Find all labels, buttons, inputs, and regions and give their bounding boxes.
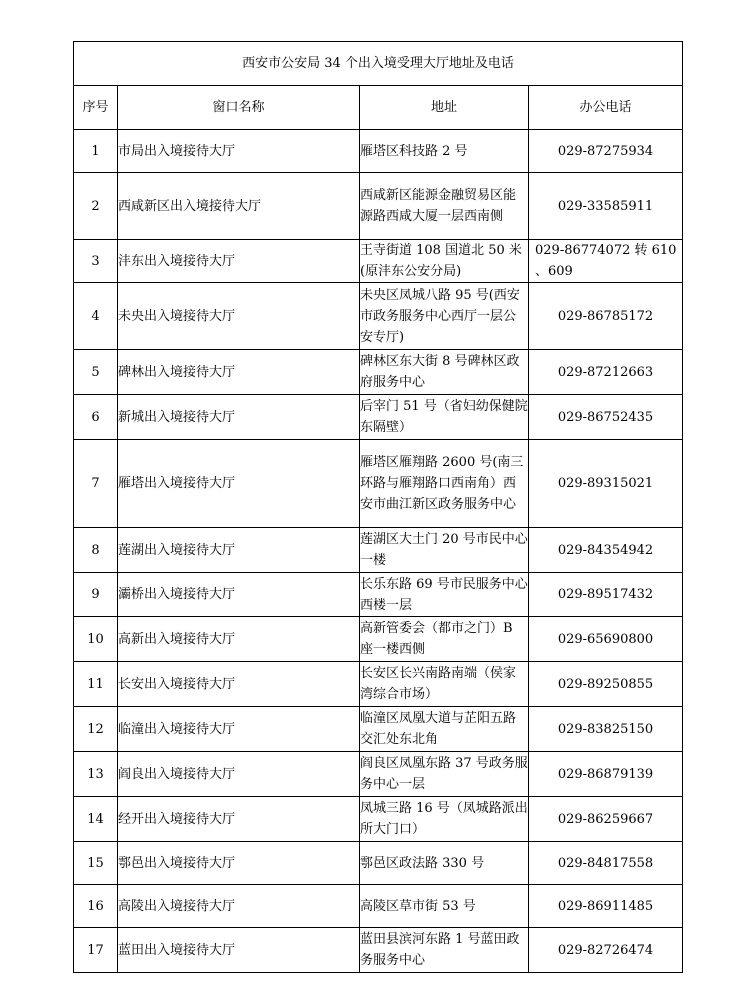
row-window-name: 鄠邑出入境接待大厅 <box>118 842 360 885</box>
row-phone: 029-87212663 <box>529 350 683 395</box>
row-seq: 8 <box>74 528 118 573</box>
row-phone: 029-89250855 <box>529 662 683 707</box>
row-window-name: 莲湖出入境接待大厅 <box>118 528 360 573</box>
row-window-name: 雁塔出入境接待大厅 <box>118 440 360 528</box>
row-phone: 029-89315021 <box>529 440 683 528</box>
row-address: 雁塔区雁翔路 2600 号(南三环路与雁翔路口西南角）西安市曲江新区政务服务中心 <box>360 440 529 528</box>
row-window-name: 经开出入境接待大厅 <box>118 797 360 842</box>
row-seq: 3 <box>74 240 118 283</box>
header-row <box>74 86 683 130</box>
row-address: 阎良区凤凰东路 37 号政务服务中心一层 <box>360 752 529 797</box>
table-row <box>74 928 683 973</box>
header-seq: 序号 <box>74 86 118 130</box>
service-hall-table <box>73 41 683 973</box>
row-phone: 029-86911485 <box>529 885 683 928</box>
row-seq: 16 <box>74 885 118 928</box>
row-window-name: 长安出入境接待大厅 <box>118 662 360 707</box>
title-row <box>74 42 683 86</box>
table-row <box>74 797 683 842</box>
table-row <box>74 752 683 797</box>
table-row <box>74 283 683 350</box>
row-address: 长安区长兴南路南端（侯家湾综合市场） <box>360 662 529 707</box>
row-seq: 17 <box>74 928 118 973</box>
row-address: 西咸新区能源金融贸易区能源路西咸大厦一层西南侧 <box>360 173 529 240</box>
row-window-name: 高新出入境接待大厅 <box>118 617 360 662</box>
row-address: 凤城三路 16 号（凤城路派出所大门口） <box>360 797 529 842</box>
table-row <box>74 240 683 283</box>
row-seq: 4 <box>74 283 118 350</box>
row-phone: 029-33585911 <box>529 173 683 240</box>
row-address: 蓝田县滨河东路 1 号蓝田政务服务中心 <box>360 928 529 973</box>
row-seq: 9 <box>74 573 118 617</box>
row-phone: 029-83825150 <box>529 707 683 752</box>
row-phone: 029-86752435 <box>529 395 683 440</box>
header-address: 地址 <box>360 86 529 130</box>
row-window-name: 临潼出入境接待大厅 <box>118 707 360 752</box>
row-phone: 029-86879139 <box>529 752 683 797</box>
row-seq: 15 <box>74 842 118 885</box>
table-row <box>74 130 683 173</box>
table-row <box>74 885 683 928</box>
row-address: 未央区凤城八路 95 号(西安市政务服务中心西厅一层公安专厅) <box>360 283 529 350</box>
table-row <box>74 617 683 662</box>
row-window-name: 碑林出入境接待大厅 <box>118 350 360 395</box>
table-row <box>74 440 683 528</box>
header-phone: 办公电话 <box>529 86 683 130</box>
row-seq: 2 <box>74 173 118 240</box>
row-phone: 029-84817558 <box>529 842 683 885</box>
table-row <box>74 528 683 573</box>
row-address: 碑林区东大街 8 号碑林区政府服务中心 <box>360 350 529 395</box>
row-address: 鄠邑区政法路 330 号 <box>360 842 529 885</box>
row-window-name: 阎良出入境接待大厅 <box>118 752 360 797</box>
table-row <box>74 395 683 440</box>
row-seq: 6 <box>74 395 118 440</box>
row-window-name: 市局出入境接待大厅 <box>118 130 360 173</box>
row-address: 临潼区凤凰大道与芷阳五路交汇处东北角 <box>360 707 529 752</box>
row-phone: 029-89517432 <box>529 573 683 617</box>
row-seq: 14 <box>74 797 118 842</box>
row-phone: 029-87275934 <box>529 130 683 173</box>
row-seq: 1 <box>74 130 118 173</box>
table-row <box>74 350 683 395</box>
row-phone: 029-86774072 转 610 、609 <box>529 240 683 283</box>
table-row <box>74 662 683 707</box>
table-title: 西安市公安局 34 个出入境受理大厅地址及电话 <box>74 42 683 86</box>
row-phone: 029-86259667 <box>529 797 683 842</box>
row-address: 莲湖区大土门 20 号市民中心一楼 <box>360 528 529 573</box>
header-window-name: 窗口名称 <box>118 86 360 130</box>
row-window-name: 高陵出入境接待大厅 <box>118 885 360 928</box>
table-row <box>74 707 683 752</box>
row-window-name: 新城出入境接待大厅 <box>118 395 360 440</box>
table-row <box>74 842 683 885</box>
row-address: 雁塔区科技路 2 号 <box>360 130 529 173</box>
row-phone: 029-82726474 <box>529 928 683 973</box>
row-window-name: 蓝田出入境接待大厅 <box>118 928 360 973</box>
row-seq: 7 <box>74 440 118 528</box>
row-address: 高新管委会（都市之门）B 座一楼西侧 <box>360 617 529 662</box>
row-address: 后宰门 51 号（省妇幼保健院东隔壁） <box>360 395 529 440</box>
row-phone: 029-86785172 <box>529 283 683 350</box>
row-phone: 029-65690800 <box>529 617 683 662</box>
row-seq: 5 <box>74 350 118 395</box>
row-address: 王寺街道 108 国道北 50 米(原沣东公安分局) <box>360 240 529 283</box>
row-seq: 13 <box>74 752 118 797</box>
row-phone: 029-84354942 <box>529 528 683 573</box>
table-body <box>74 42 683 973</box>
row-window-name: 未央出入境接待大厅 <box>118 283 360 350</box>
row-address: 高陵区草市街 53 号 <box>360 885 529 928</box>
row-window-name: 灞桥出入境接待大厅 <box>118 573 360 617</box>
row-seq: 12 <box>74 707 118 752</box>
row-seq: 11 <box>74 662 118 707</box>
table-row <box>74 173 683 240</box>
table-row <box>74 573 683 617</box>
row-seq: 10 <box>74 617 118 662</box>
row-window-name: 沣东出入境接待大厅 <box>118 240 360 283</box>
row-address: 长乐东路 69 号市民服务中心西楼一层 <box>360 573 529 617</box>
row-window-name: 西咸新区出入境接待大厅 <box>118 173 360 240</box>
